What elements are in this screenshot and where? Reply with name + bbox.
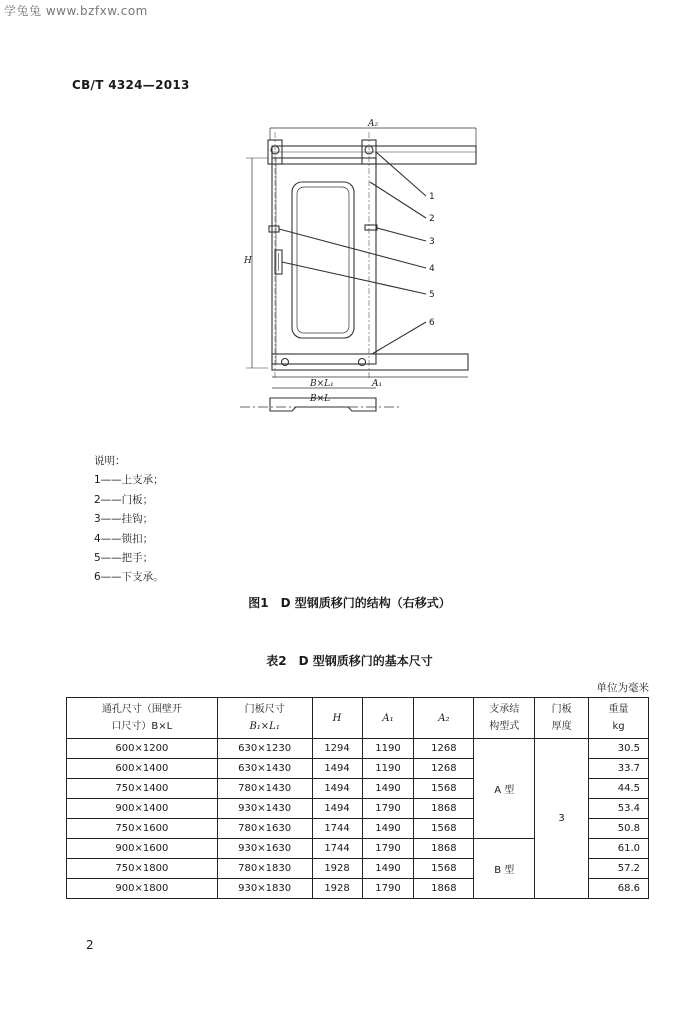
callout-6: 6 <box>429 318 435 328</box>
latch <box>269 226 279 232</box>
table-cell: 1928 <box>312 879 362 899</box>
table-cell: 750×1400 <box>67 779 218 799</box>
table-cell: 33.7 <box>589 759 649 779</box>
door-structure-drawing <box>230 118 490 418</box>
callout-3: 3 <box>429 237 435 247</box>
table-cell: 1494 <box>312 759 362 779</box>
dim-label-a1: A₁ <box>372 379 383 389</box>
table-cell: 1928 <box>312 859 362 879</box>
table-cell: 1790 <box>362 799 414 819</box>
callout-5: 5 <box>429 290 435 300</box>
table-cell: 1490 <box>362 859 414 879</box>
note-item: 6——下支承。 <box>94 571 164 584</box>
table-cell: 630×1230 <box>217 739 312 759</box>
upper-rail <box>272 146 476 164</box>
dim-label-bl1: B×L₁ <box>310 379 334 389</box>
table-cell: 900×1600 <box>67 839 218 859</box>
table-cell: 53.4 <box>589 799 649 819</box>
table-cell: 1268 <box>414 759 474 779</box>
table-cell: 1790 <box>362 839 414 859</box>
table-cell: 1568 <box>414 819 474 839</box>
dimension-table <box>66 697 649 899</box>
page-number: 2 <box>86 938 94 952</box>
table-cell: 900×1800 <box>67 879 218 899</box>
note-item: 1——上支承； <box>94 474 164 487</box>
notes <box>94 452 164 588</box>
table-cell: 780×1630 <box>217 819 312 839</box>
table-cell: 930×1630 <box>217 839 312 859</box>
header-h: H <box>312 698 362 739</box>
table-row <box>67 739 649 759</box>
table-cell: 780×1430 <box>217 779 312 799</box>
table-cell: 1868 <box>414 799 474 819</box>
header-panel: 门板尺寸 B₁×L₁ <box>217 698 312 739</box>
table-cell: 600×1400 <box>67 759 218 779</box>
header-thickness: 门板 厚度 <box>535 698 589 739</box>
table-cell: 1868 <box>414 879 474 899</box>
header-a2: A₂ <box>414 698 474 739</box>
table-cell: 630×1430 <box>217 759 312 779</box>
table-cell: 1744 <box>312 839 362 859</box>
table-cell: 1790 <box>362 879 414 899</box>
lower-rail <box>272 354 468 370</box>
header-support: 支承结 构型式 <box>474 698 535 739</box>
support-type-b: B 型 <box>474 839 535 899</box>
standard-code: CB/T 4324—2013 <box>72 78 190 92</box>
table-cell: 1490 <box>362 779 414 799</box>
table-cell: 1294 <box>312 739 362 759</box>
table-cell: 68.6 <box>589 879 649 899</box>
table-cell: 44.5 <box>589 779 649 799</box>
note-item: 2——门板； <box>94 493 154 506</box>
table-cell: 600×1200 <box>67 739 218 759</box>
thickness-value: 3 <box>535 739 589 899</box>
hook <box>365 225 377 230</box>
callout-1: 1 <box>429 192 435 202</box>
note-item: 5——把手； <box>94 552 154 565</box>
notes-title: 说明： <box>94 455 126 467</box>
header-weight: 重量 kg <box>589 698 649 739</box>
unit-note: 单位为毫米 <box>596 682 649 694</box>
watermark: 学兔兔 www.bzfxw.com <box>4 4 148 18</box>
dim-label-bl: B×L <box>310 394 331 404</box>
table-cell: 780×1830 <box>217 859 312 879</box>
table-cell: 1190 <box>362 739 414 759</box>
table-cell: 1494 <box>312 779 362 799</box>
table-cell: 930×1430 <box>217 799 312 819</box>
table-caption: 表2 D 型钢质移门的基本尺寸 <box>266 654 433 668</box>
table-cell: 30.5 <box>589 739 649 759</box>
figure-caption: 图1 D 型钢质移门的结构（右移式） <box>248 596 451 610</box>
support-type-a: A 型 <box>474 739 535 839</box>
table-cell: 61.0 <box>589 839 649 859</box>
table-cell: 1744 <box>312 819 362 839</box>
table-cell: 57.2 <box>589 859 649 879</box>
table-cell: 750×1600 <box>67 819 218 839</box>
table-cell: 1568 <box>414 859 474 879</box>
note-item: 3——挂钩； <box>94 513 154 526</box>
callout-4: 4 <box>429 264 435 274</box>
table-cell: 1568 <box>414 779 474 799</box>
table-cell: 1490 <box>362 819 414 839</box>
table-cell: 930×1830 <box>217 879 312 899</box>
table-cell: 900×1400 <box>67 799 218 819</box>
door-window <box>292 182 354 338</box>
header-a1: A₁ <box>362 698 414 739</box>
dim-label-h: H <box>244 256 252 266</box>
note-item: 4——锁扣； <box>94 532 154 545</box>
table-cell: 1190 <box>362 759 414 779</box>
table-cell: 1868 <box>414 839 474 859</box>
dim-label-a2: A₂ <box>368 119 379 129</box>
table-cell: 50.8 <box>589 819 649 839</box>
table-cell: 1494 <box>312 799 362 819</box>
table-cell: 1268 <box>414 739 474 759</box>
header-opening: 通孔尺寸（围壁开 口尺寸）B×L <box>67 698 218 739</box>
table-header-row <box>67 698 649 739</box>
callout-2: 2 <box>429 214 435 224</box>
table-cell: 750×1800 <box>67 859 218 879</box>
